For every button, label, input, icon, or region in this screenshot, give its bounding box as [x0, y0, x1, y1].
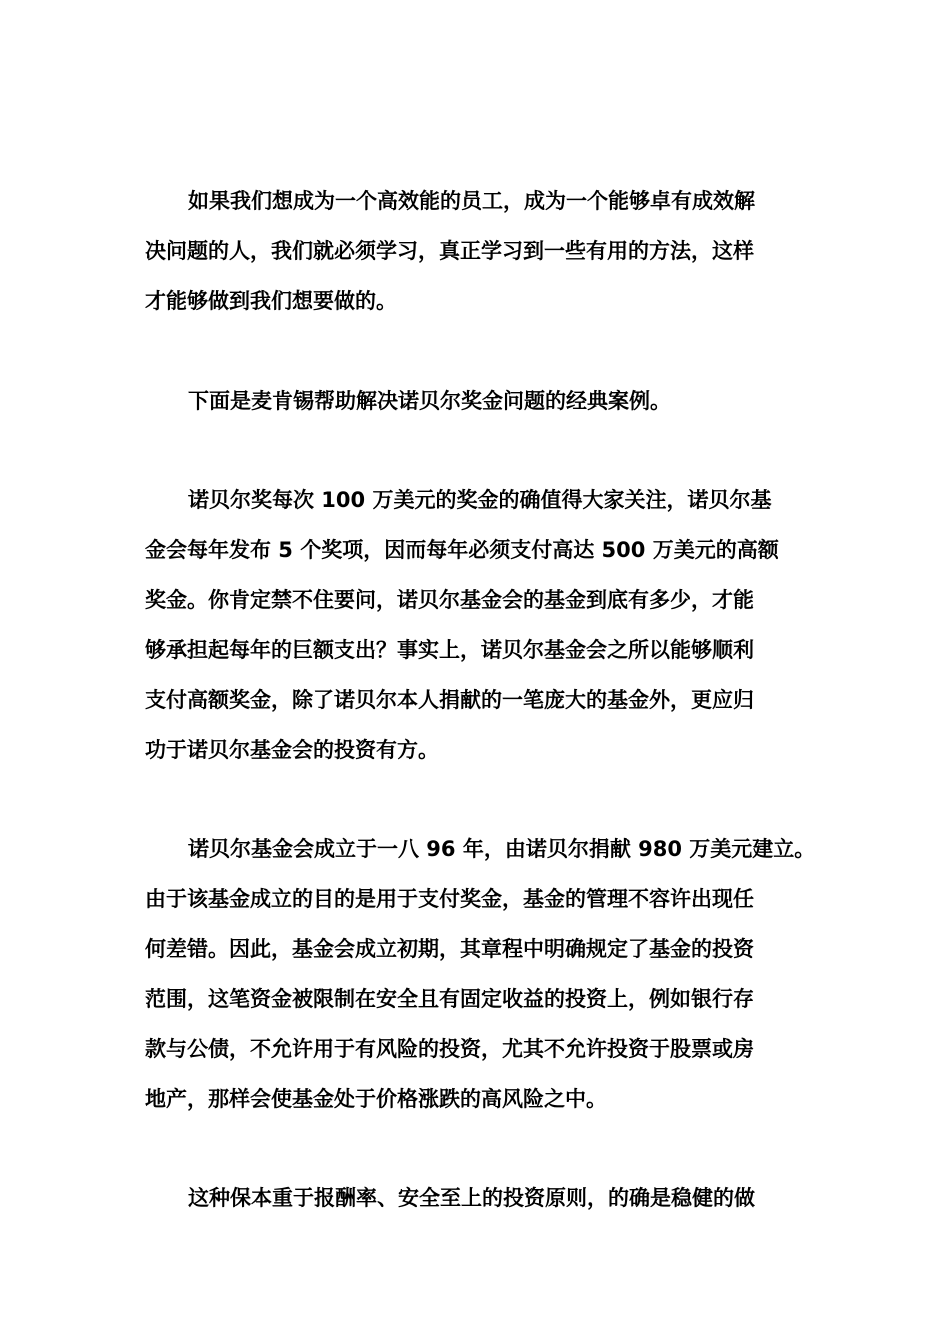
paragraph-3-line-1: 诺贝尔奖每次 100 万美元的奖金的确值得大家关注，诺贝尔基 — [188, 488, 772, 512]
paragraph-4-line-5: 款与公债，不允许用于有风险的投资，尤其不允许投资于股票或房 — [145, 1037, 754, 1061]
paragraph-2-line-1: 下面是麦肯锡帮助解决诺贝尔奖金问题的经典案例。 — [188, 389, 671, 413]
paragraph-3-line-5: 支付高额奖金，除了诺贝尔本人捐献的一笔庞大的基金外，更应归 — [145, 688, 754, 712]
paragraph-1-line-3: 才能够做到我们想要做的。 — [145, 289, 397, 313]
paragraph-1-line-1: 如果我们想成为一个高效能的员工，成为一个能够卓有成效解 — [188, 189, 755, 213]
paragraph-3-line-2: 金会每年发布 5 个奖项，因而每年必须支付高达 500 万美元的高额 — [145, 538, 779, 562]
paragraph-4-line-3: 何差错。因此，基金会成立初期，其章程中明确规定了基金的投资 — [145, 937, 754, 961]
paragraph-1-line-2: 决问题的人，我们就必须学习，真正学习到一些有用的方法，这样 — [145, 239, 754, 263]
paragraph-4-line-1: 诺贝尔基金会成立于一八 96 年，由诺贝尔捐献 980 万美元建立。 — [188, 837, 816, 861]
paragraph-5-line-1: 这种保本重于报酬率、安全至上的投资原则，的确是稳健的做 — [188, 1186, 755, 1210]
paragraph-4-line-4: 范围，这笔资金被限制在安全且有固定收益的投资上，例如银行存 — [145, 987, 754, 1011]
paragraph-4-line-2: 由于该基金成立的目的是用于支付奖金，基金的管理不容许出现任 — [145, 887, 754, 911]
paragraph-3-line-4: 够承担起每年的巨额支出？事实上，诺贝尔基金会之所以能够顺利 — [145, 638, 754, 662]
paragraph-3-line-3: 奖金。你肯定禁不住要问，诺贝尔基金会的基金到底有多少，才能 — [145, 588, 754, 612]
paragraph-3-line-6: 功于诺贝尔基金会的投资有方。 — [145, 738, 439, 762]
paragraph-4-line-6: 地产，那样会使基金处于价格涨跌的高风险之中。 — [145, 1087, 607, 1111]
